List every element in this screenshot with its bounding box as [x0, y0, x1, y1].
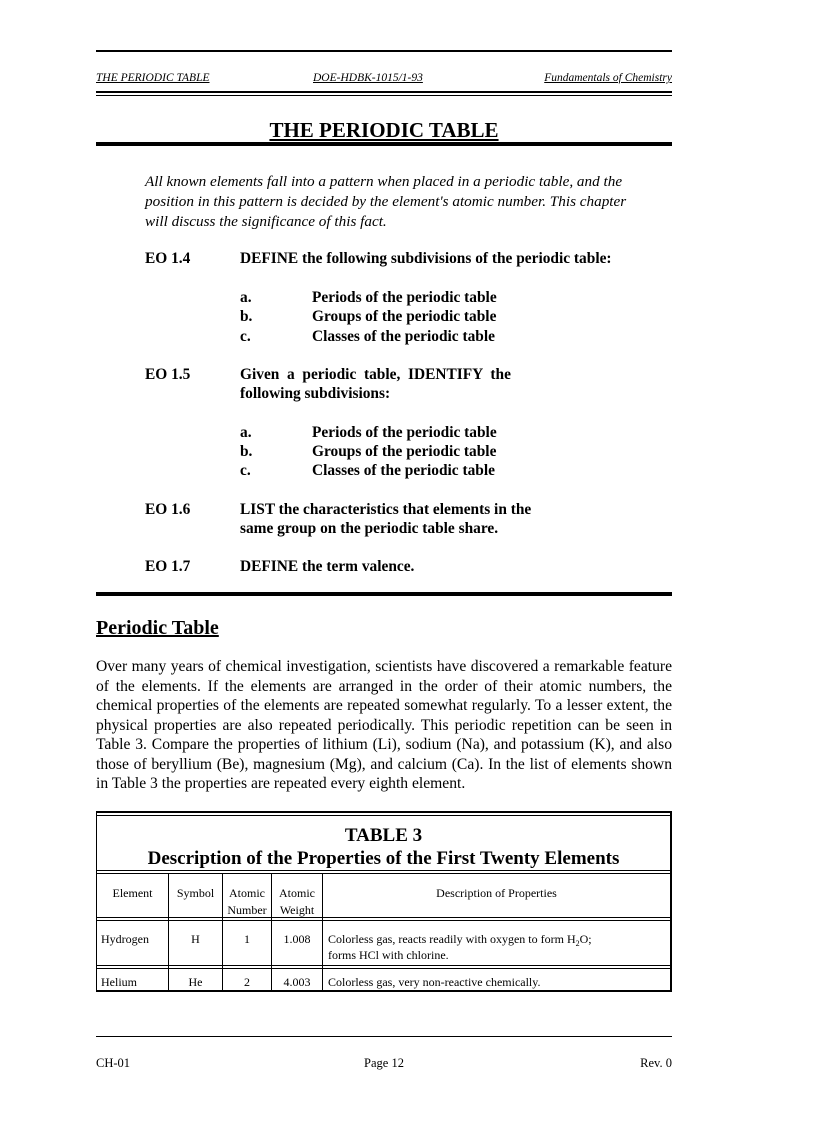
col-header-description: Description of Properties	[436, 886, 557, 900]
col-header-atomic-number-l2: Number	[227, 903, 267, 917]
eo-1-4-item-text: Groups of the periodic table	[312, 308, 497, 325]
cell-description-text: Colorless gas, reacts readily with oxygen to form H	[328, 932, 576, 946]
section-paragraph: Over many years of chemical investigation, scientists have discovered a remarkable feature of the elements. If the elements are arranged in the order of their atomic numbers, the chemical properties of the elements are repeated somewhat regularly. To a lesser extent, the physical properties are also repeated periodically. This periodic repetition can be seen in Table 3. Compare the properties of lithium (Li), sodium (Na), and potassium (K), and also those of beryllium (Be), magnesium (Mg), and calcium (Ca). In the list of elements shown in Table 3 the properties are repeated every eighth element.	[96, 658, 672, 792]
eo-1-4-item-letter: a.	[240, 289, 252, 306]
cell-atomic-weight: 4.003	[283, 975, 311, 989]
table-subtitle: Description of the Properties of the First Twenty Elements	[147, 848, 620, 869]
cell-atomic-weight: 1.008	[283, 932, 311, 946]
footer-right: Rev. 0	[640, 1056, 672, 1070]
footer-rule	[96, 1036, 672, 1037]
header-right: Fundamentals of Chemistry	[544, 72, 672, 84]
table-rule	[96, 920, 672, 921]
eo-1-5-item-text: Classes of the periodic table	[312, 462, 495, 479]
cell-description-line2: forms HCl with chlorine.	[328, 948, 449, 962]
eo-1-5-text-line1: Given a periodic table, IDENTIFY the	[240, 366, 511, 383]
col-header-atomic-weight-l1: Atomic	[279, 886, 315, 900]
eo-1-6-text-line1: LIST the characteristics that elements in the	[240, 501, 532, 518]
eo-1-5-item-letter: b.	[240, 443, 253, 460]
header-top-rule	[96, 50, 672, 52]
table-rule	[96, 968, 672, 969]
table-title: TABLE 3	[344, 825, 423, 846]
eo-1-4-number: EO 1.4	[145, 250, 191, 267]
eo-1-5-text-line2: following subdivisions:	[240, 385, 391, 402]
eo-1-5-item-text: Periods of the periodic table	[312, 424, 497, 441]
col-header-atomic-weight-l2: Weight	[279, 903, 315, 917]
objectives-rule	[96, 592, 672, 596]
subscript: 2	[575, 939, 580, 948]
cell-symbol: He	[188, 975, 203, 989]
cell-element: Helium	[101, 975, 137, 989]
col-header-atomic-number-l1: Atomic	[229, 886, 265, 900]
eo-1-4-text: DEFINE the following subdivisions of the periodic table:	[240, 250, 612, 267]
header-rule-2	[96, 95, 672, 96]
eo-1-6-number: EO 1.6	[145, 501, 191, 518]
intro-text: All known elements fall into a pattern when placed in a periodic table, and the position in this pattern is decided by the element's atomic number. This chapter will discuss the significance of this fact.	[145, 173, 627, 230]
eo-1-6-text-line2: same group on the periodic table share.	[240, 520, 499, 537]
cell-atomic-number: 1	[244, 932, 250, 946]
eo-1-7-text: DEFINE the term valence.	[240, 558, 415, 575]
eo-1-4-item-letter: b.	[240, 308, 253, 325]
cell-description-text: O;	[579, 932, 592, 946]
table-rule	[96, 873, 672, 874]
table-rule	[96, 870, 672, 871]
header-rule-1	[96, 91, 672, 93]
eo-1-5-item-letter: c.	[240, 462, 251, 479]
cell-symbol: H	[191, 932, 200, 946]
col-header-symbol: Symbol	[176, 886, 215, 900]
eo-1-5-item-text: Groups of the periodic table	[312, 443, 497, 460]
section-heading: Periodic Table	[96, 617, 219, 639]
eo-1-7-number: EO 1.7	[145, 558, 191, 575]
footer-page-number: Page 12	[364, 1056, 404, 1070]
col-header-element: Element	[112, 886, 153, 900]
eo-1-5-number: EO 1.5	[145, 366, 191, 383]
cell-description: Colorless gas, very non-reactive chemically.	[328, 975, 541, 989]
eo-1-4-item-text: Classes of the periodic table	[312, 328, 495, 345]
page-title: THE PERIODIC TABLE	[269, 118, 499, 142]
table-rule	[96, 965, 672, 966]
table-rule	[96, 917, 672, 918]
cell-element: Hydrogen	[101, 932, 149, 946]
eo-1-4-item-letter: c.	[240, 328, 251, 345]
table-border	[96, 990, 672, 992]
table-border	[96, 811, 672, 813]
cell-atomic-number: 2	[244, 975, 250, 989]
header-left: THE PERIODIC TABLE	[96, 72, 210, 84]
title-rule	[96, 142, 672, 146]
eo-1-4-item-text: Periods of the periodic table	[312, 289, 497, 306]
cell-description	[328, 931, 592, 947]
table-border	[96, 815, 672, 816]
footer-left: CH-01	[96, 1056, 131, 1070]
header-center: DOE-HDBK-1015/1-93	[313, 72, 423, 84]
eo-1-5-item-letter: a.	[240, 424, 252, 441]
